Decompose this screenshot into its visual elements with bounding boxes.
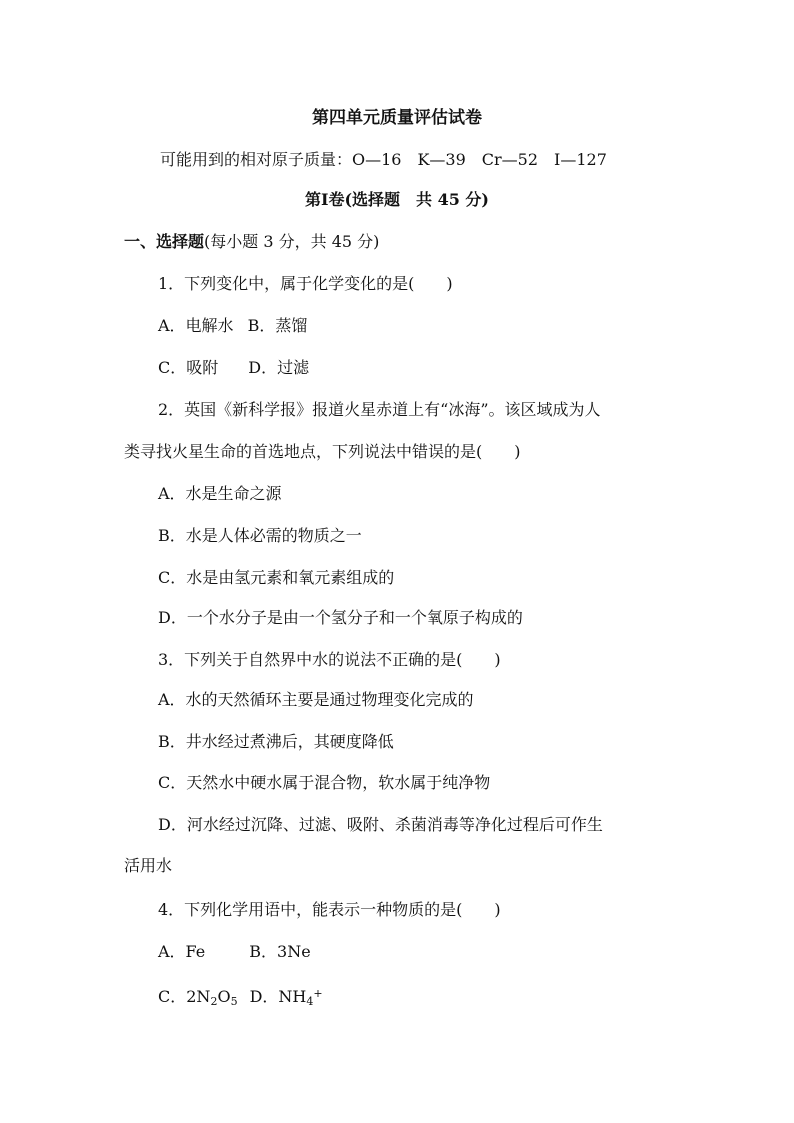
section-heading: 第Ⅰ卷(选择题 共 45 分)	[304, 190, 490, 209]
q1-option-c: C．吸附	[158, 358, 219, 377]
q2-option-a: A．水是生命之源	[158, 484, 282, 503]
q4-options-row1	[158, 942, 311, 962]
q4-option-d: D．$NH_4^+$	[249, 987, 323, 1008]
q2-stem-line2: 类寻找火星生命的首选地点，下列说法中错误的是( )	[124, 442, 521, 461]
question-type-label: 一、选择题	[124, 232, 205, 251]
q2-stem-line1: 2．英国《新科学报》报道火星赤道上有“冰海”。该区域成为人	[158, 400, 601, 419]
q4-stem: 4．下列化学用语中，能表示一种物质的是( )	[158, 900, 501, 919]
q2-option-c: C．水是由氢元素和氧元素组成的	[158, 568, 395, 587]
q4-option-c: C．$2N_2O_5$	[158, 987, 238, 1008]
q3-option-c: C．天然水中硬水属于混合物，软水属于纯净物	[158, 773, 491, 792]
question-type-heading	[124, 232, 379, 252]
q4-option-a: A．Fe	[158, 942, 206, 961]
q2-option-b: B．水是人体必需的物质之一	[158, 526, 362, 545]
question-type-note: (每小题 3 分，共 45 分)	[204, 232, 380, 251]
q1-option-a: A．电解水	[158, 316, 234, 335]
q1-option-b: B．蒸馏	[247, 316, 308, 335]
q1-option-d: D．过滤	[248, 358, 310, 377]
q1-stem: 1．下列变化中，属于化学变化的是( )	[158, 274, 453, 293]
q4-option-b: B．3Ne	[249, 942, 311, 961]
q3-option-b: B．井水经过煮沸后，其硬度降低	[158, 732, 394, 751]
exam-title: 第四单元质量评估试卷	[312, 108, 482, 128]
q3-stem: 3．下列关于自然界中水的说法不正确的是( )	[158, 650, 501, 669]
q1-options-row1	[158, 316, 307, 336]
q3-option-d-line1: D．河水经过沉降、过滤、吸附、杀菌消毒等净化过程后可作生	[158, 815, 603, 834]
q2-option-d: D．一个水分子是由一个氢分子和一个氧原子构成的	[158, 608, 523, 627]
q1-options-row2	[158, 358, 309, 378]
q3-option-d-line2: 活用水	[124, 856, 173, 875]
atomic-masses-note: 可能用到的相对原子质量：O—16 K—39 Cr—52 I—127	[160, 150, 607, 169]
q3-option-a: A．水的天然循环主要是通过物理变化完成的	[158, 690, 474, 709]
q4-options-row2	[158, 984, 323, 1012]
